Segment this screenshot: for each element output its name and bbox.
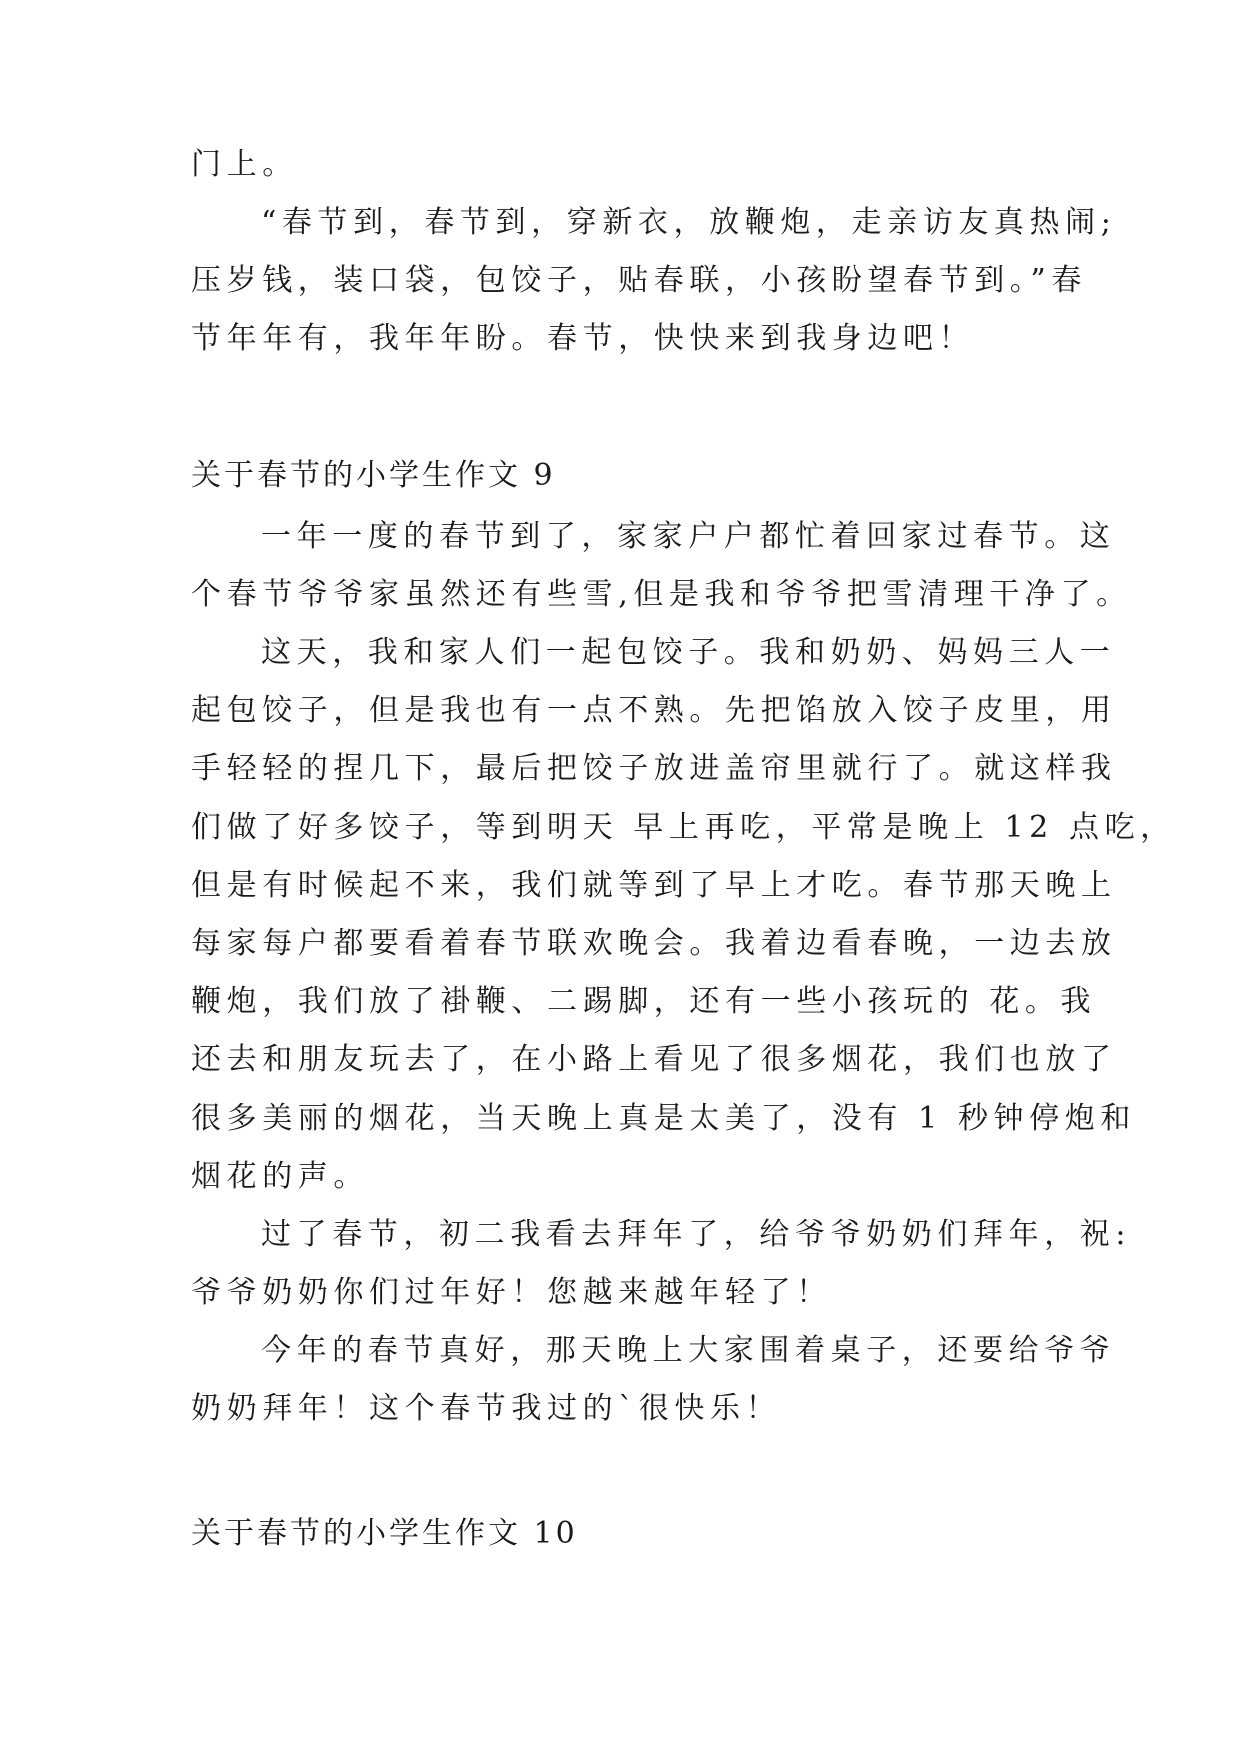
section-heading: 关于春节的小学生作文 10 [191, 1516, 578, 1551]
paragraph [191, 136, 1051, 194]
paragraph [191, 1206, 1132, 1322]
text-line: 很多美丽的烟花，当天晚上真是太美了，没有 1 秒钟停炮和 [191, 1100, 1136, 1136]
paragraph [191, 1322, 1116, 1438]
text-line: 鞭炮，我们放了褂鞭、二踢脚，还有一些小孩玩的 花。我 [191, 984, 1097, 1020]
text-line: 个春节爷爷家虽然还有些雪,但是我和爷爷把雪清理干净了。 [191, 577, 1132, 613]
text-line: 过了春节，初二我看去拜年了，给爷爷奶奶们拜年，祝: [261, 1217, 1132, 1252]
text-line: 手轻轻的捏几下，最后把饺子放进盖帘里就行了。就这样我 [191, 751, 1117, 787]
text-line: 门上。 [191, 147, 298, 182]
text-line: 但是有时候起不来，我们就等到了早上才吃。春节那天晚上 [191, 867, 1117, 903]
paragraph [191, 624, 1176, 1206]
text-line: 一年一度的春节到了，家家户户都忙着回家过春节。这 [261, 519, 1116, 554]
text-line: 爷爷奶奶你们过年好！您越来越年轻了！ [191, 1275, 832, 1311]
text-line: 们做了好多饺子，等到明天 早上再吃，平常是晚上 12 点吃， [191, 809, 1176, 845]
text-line: 压岁钱，装口袋，包饺子，贴春联，小孩盼望春节到。”春 [191, 263, 1087, 299]
text-line: 节年年有，我年年盼。春节，快快来到我身边吧！ [191, 321, 975, 357]
text-line: 起包饺子，但是我也有一点不熟。先把馅放入饺子皮里，用 [191, 693, 1117, 729]
text-line: 还去和朋友玩去了，在小路上看见了很多烟花，我们也放了 [191, 1042, 1117, 1078]
text-line: 每家每户都要看着春节联欢晚会。我着边看春晚，一边去放 [191, 925, 1117, 961]
text-line: 今年的春节真好，那天晚上大家围着桌子，还要给爷爷 [261, 1333, 1116, 1368]
text-line: “春节到，春节到，穿新衣，放鞭炮，走亲访友真热闹; [261, 205, 1117, 240]
paragraph [191, 508, 1132, 624]
text-line: 烟花的声。 [191, 1158, 369, 1194]
text-line: 奶奶拜年！这个春节我过的`很快乐！ [191, 1391, 782, 1427]
paragraph [191, 194, 1117, 369]
section-heading: 关于春节的小学生作文 9 [191, 458, 556, 493]
text-line: 这天，我和家人们一起包饺子。我和奶奶、妈妈三人一 [261, 635, 1116, 670]
